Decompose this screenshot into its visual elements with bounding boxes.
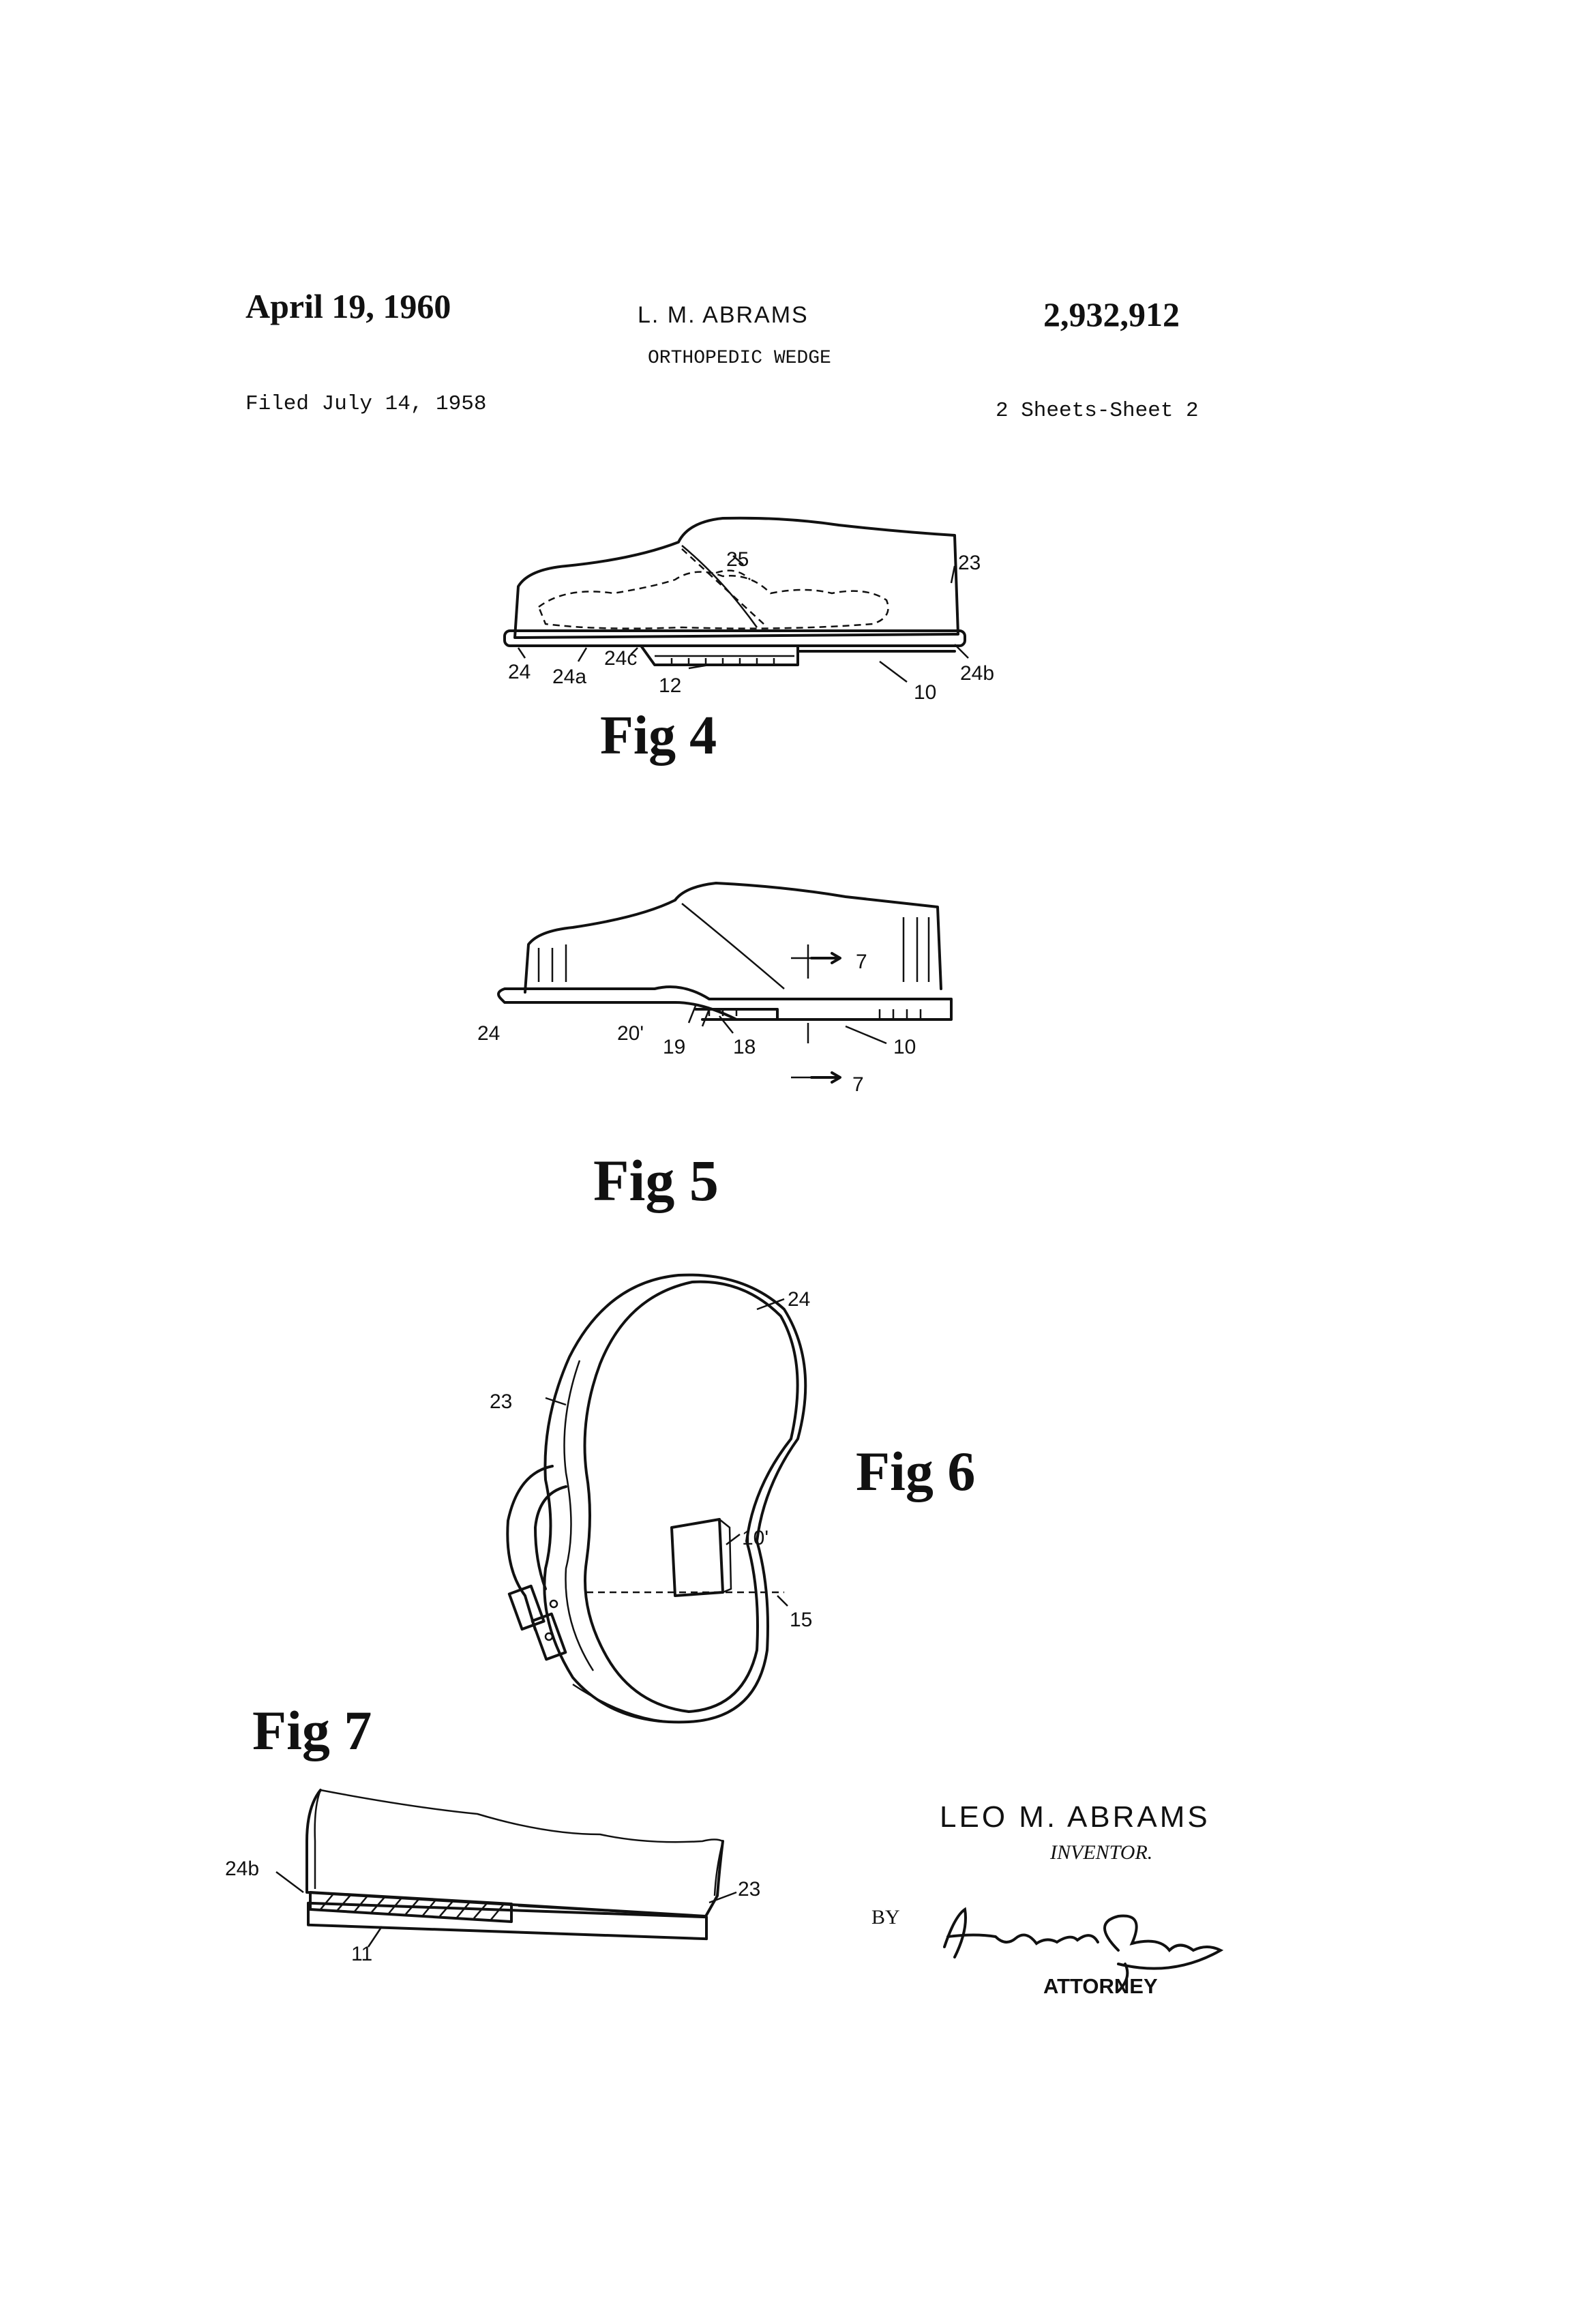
fig5-label: Fig 5 (593, 1148, 719, 1213)
fig4-ref-23: 23 (958, 552, 981, 574)
inventor-role: INVENTOR. (1050, 1841, 1153, 1864)
fig5-ref-20: 20' (617, 1022, 644, 1045)
fig4-ref-24a: 24a (552, 666, 587, 688)
fig6-ref-10prime: 10' (742, 1527, 769, 1549)
attorney-label: ATTORNEY (1043, 1974, 1158, 1998)
sheet-count: 2 Sheets-Sheet 2 (996, 399, 1199, 423)
filed-date: Filed July 14, 1958 (245, 392, 487, 416)
fig4-ref-24b: 24b (960, 662, 995, 685)
fig6-label: Fig 6 (856, 1440, 976, 1502)
fig5-ref-24: 24 (477, 1022, 501, 1045)
fig4-ref-24: 24 (508, 661, 531, 683)
fig7-ref-11: 11 (351, 1943, 373, 1965)
fig7-ref-24b: 24b (225, 1858, 260, 1880)
inventor-name: LEO M. ABRAMS (940, 1800, 1210, 1834)
fig6-ref-23: 23 (490, 1390, 513, 1413)
fig7-wedge-hatch (310, 1892, 511, 1922)
patent-date: April 19, 1960 (245, 287, 451, 325)
fig4-label: Fig 4 (600, 706, 717, 766)
fig7-upper-outline (307, 1790, 723, 1916)
patent-number: 2,932,912 (1043, 295, 1180, 333)
fig5-ref-10: 10 (893, 1036, 916, 1058)
fig5-sandal-outline (525, 883, 941, 992)
fig6-sole-outline (585, 1282, 798, 1712)
fig5-ref-7-bottom: 7 (852, 1073, 864, 1096)
figure-7 (225, 1699, 760, 1965)
figure-6 (490, 1275, 975, 1723)
fig7-ref-23: 23 (738, 1878, 761, 1901)
inventor-header: L. M. ABRAMS (638, 302, 809, 328)
fig4-ref-10: 10 (914, 681, 937, 704)
fig5-ref-7-top: 7 (856, 951, 867, 973)
fig6-buckle (509, 1586, 544, 1629)
fig4-ref-12: 12 (659, 674, 682, 697)
figure-5 (477, 883, 951, 1213)
fig5-insole (498, 987, 951, 1019)
fig6-ref-24: 24 (788, 1288, 811, 1311)
by-label: BY (871, 1906, 900, 1928)
fig6-ref-15: 15 (790, 1609, 813, 1631)
fig5-ref-18: 18 (733, 1036, 756, 1058)
fig6-wedge (672, 1519, 723, 1596)
patent-title: ORTHOPEDIC WEDGE (648, 348, 831, 369)
fig5-ref-19: 19 (663, 1036, 686, 1058)
fig4-sandal-outline (515, 518, 958, 638)
fig7-label: Fig 7 (252, 1699, 372, 1761)
fig4-ref-24c: 24c (604, 647, 638, 670)
figure-4 (505, 518, 994, 766)
fig4-ref-25: 25 (726, 548, 749, 571)
